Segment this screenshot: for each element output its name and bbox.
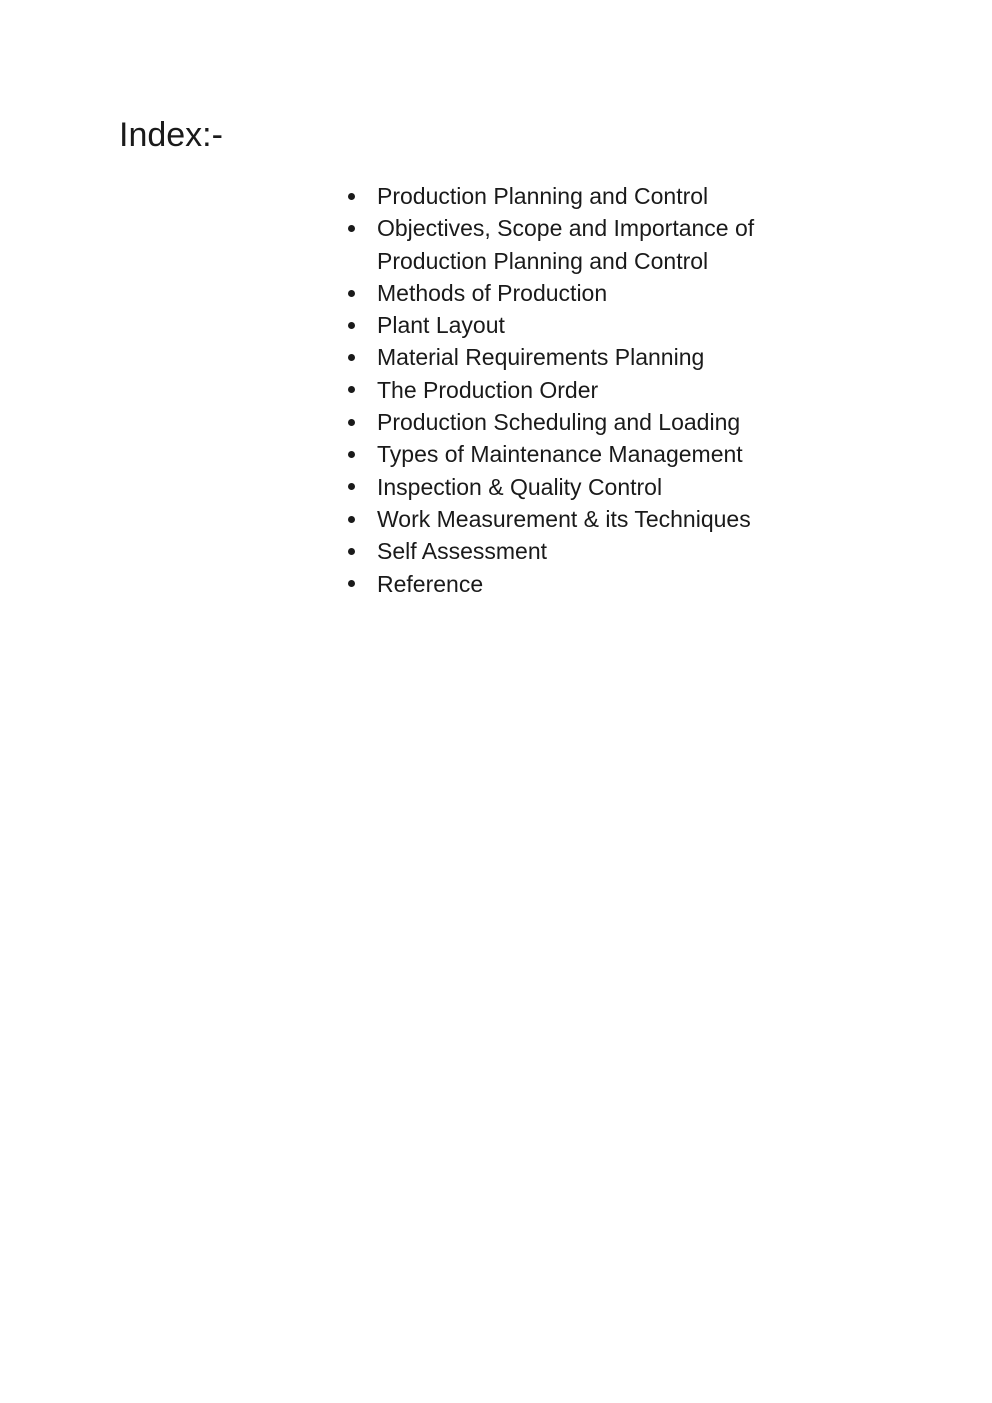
list-item-label: Work Measurement & its Techniques [377, 505, 751, 532]
bullet-icon [348, 322, 355, 329]
bullet-icon [348, 451, 355, 458]
list-item-label: Production Scheduling and Loading [377, 409, 741, 436]
bullet-icon [348, 193, 355, 200]
list-item [348, 374, 797, 406]
list-item-label: Plant Layout [377, 312, 505, 339]
list-item-label: Methods of Production [377, 279, 608, 306]
bullet-icon [348, 290, 355, 297]
list-item-label: Types of Maintenance Management [377, 441, 743, 468]
bullet-icon [348, 580, 355, 587]
index-list [348, 180, 797, 600]
list-item-label: Self Assessment [377, 538, 548, 565]
list-item [348, 471, 797, 503]
list-item [348, 503, 797, 535]
list-item [348, 438, 797, 470]
page-title: Index:- [119, 116, 223, 154]
list-item [348, 535, 797, 567]
bullet-icon [348, 483, 355, 490]
bullet-icon [348, 548, 355, 555]
list-item [348, 180, 797, 212]
list-item-label: Reference [377, 570, 484, 597]
list-item-label: Inspection & Quality Control [377, 473, 663, 500]
list-item-label: Objectives, Scope and Importance of Production Planning and Control [377, 215, 755, 274]
list-item [348, 341, 797, 373]
bullet-icon [348, 419, 355, 426]
list-item [348, 277, 797, 309]
bullet-icon [348, 386, 355, 393]
list-item-label: Production Planning and Control [377, 183, 709, 209]
list-item [348, 568, 797, 600]
bullet-icon [348, 516, 355, 523]
list-item-label: The Production Order [377, 376, 599, 403]
bullet-icon [348, 225, 355, 232]
list-item [348, 212, 797, 277]
list-item-label: Material Requirements Planning [377, 344, 705, 371]
list-item [348, 309, 797, 341]
bullet-icon [348, 354, 355, 361]
list-item [348, 406, 797, 438]
